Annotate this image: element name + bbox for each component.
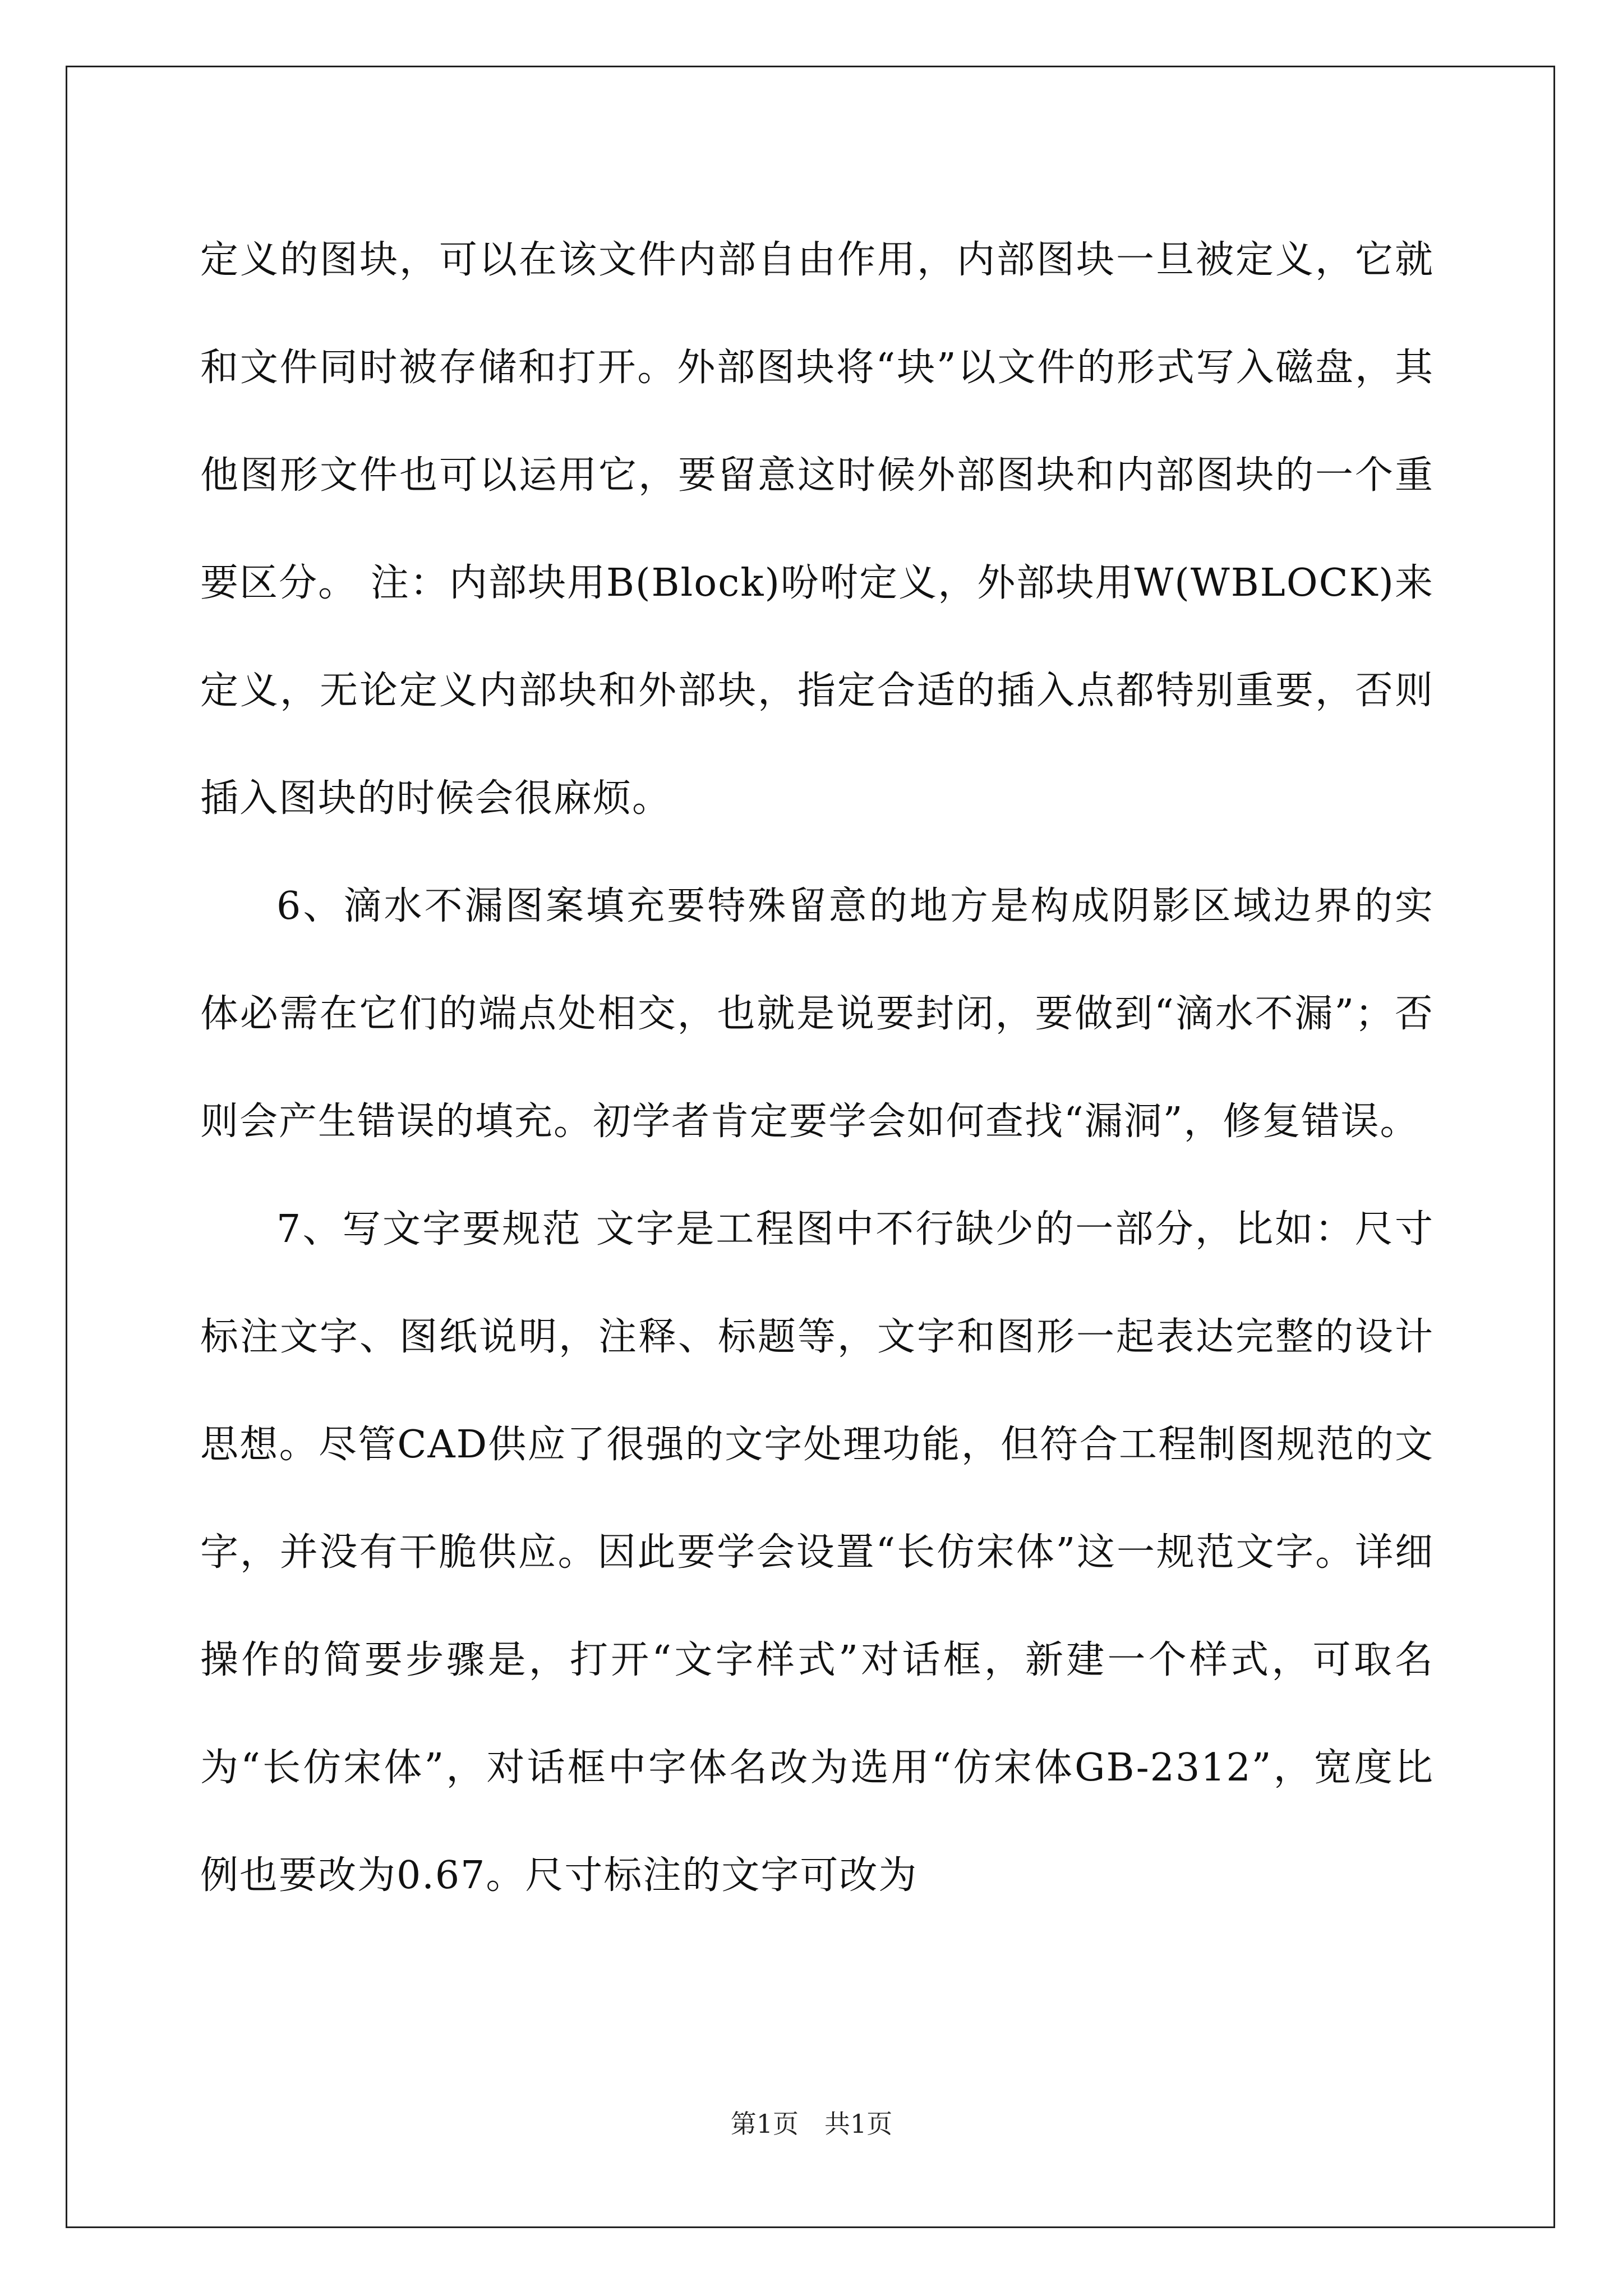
paragraph-block-definition: 定义的图块，可以在该文件内部自由作用，内部图块一旦被定义，它就和文件同时被存储和打开。外部图块将“块”以文件的形式写入磁盘，其他图形文件也可以运用它，要留意这时候外部图块和内部图块的一个重要区分。 注：内部块用B(Block)吩咐定义，外部块用W(WBLOCK)来定义，无论定义内部块和外部块，指定合适的插入点都特别重要，否则插入图块的时候会很麻烦。 (200, 238, 1434, 821)
document-body (200, 206, 1434, 1930)
paragraph-text-standards: 7、写文字要规范 文字是工程图中不行缺少的一部分，比如：尺寸标注文字、图纸说明，注释、标题等，文字和图形一起表达完整的设计思想。尽管CAD供应了很强的文字处理功能，但符合工程制图规范的文字，并没有干脆供应。因此要学会设置“长仿宋体”这一规范文字。详细操作的简要步骤是，打开“文字样式”对话框，新建一个样式，可取名为“长仿宋体”，对话框中字体名改为选用“仿宋体GB-2312”，宽度比例也要改为0.67。尺寸标注的文字可改为 (200, 1207, 1434, 1898)
paragraph-hatch-fill: 6、滴水不漏图案填充要特殊留意的地方是构成阴影区域边界的实体必需在它们的端点处相交，也就是说要封闭，要做到“滴水不漏”；否则会产生错误的填充。初学者肯定要学会如何查找“漏洞”，修复错误。 (200, 884, 1434, 1144)
page-footer: 第1页 共1页 (730, 2109, 893, 2139)
